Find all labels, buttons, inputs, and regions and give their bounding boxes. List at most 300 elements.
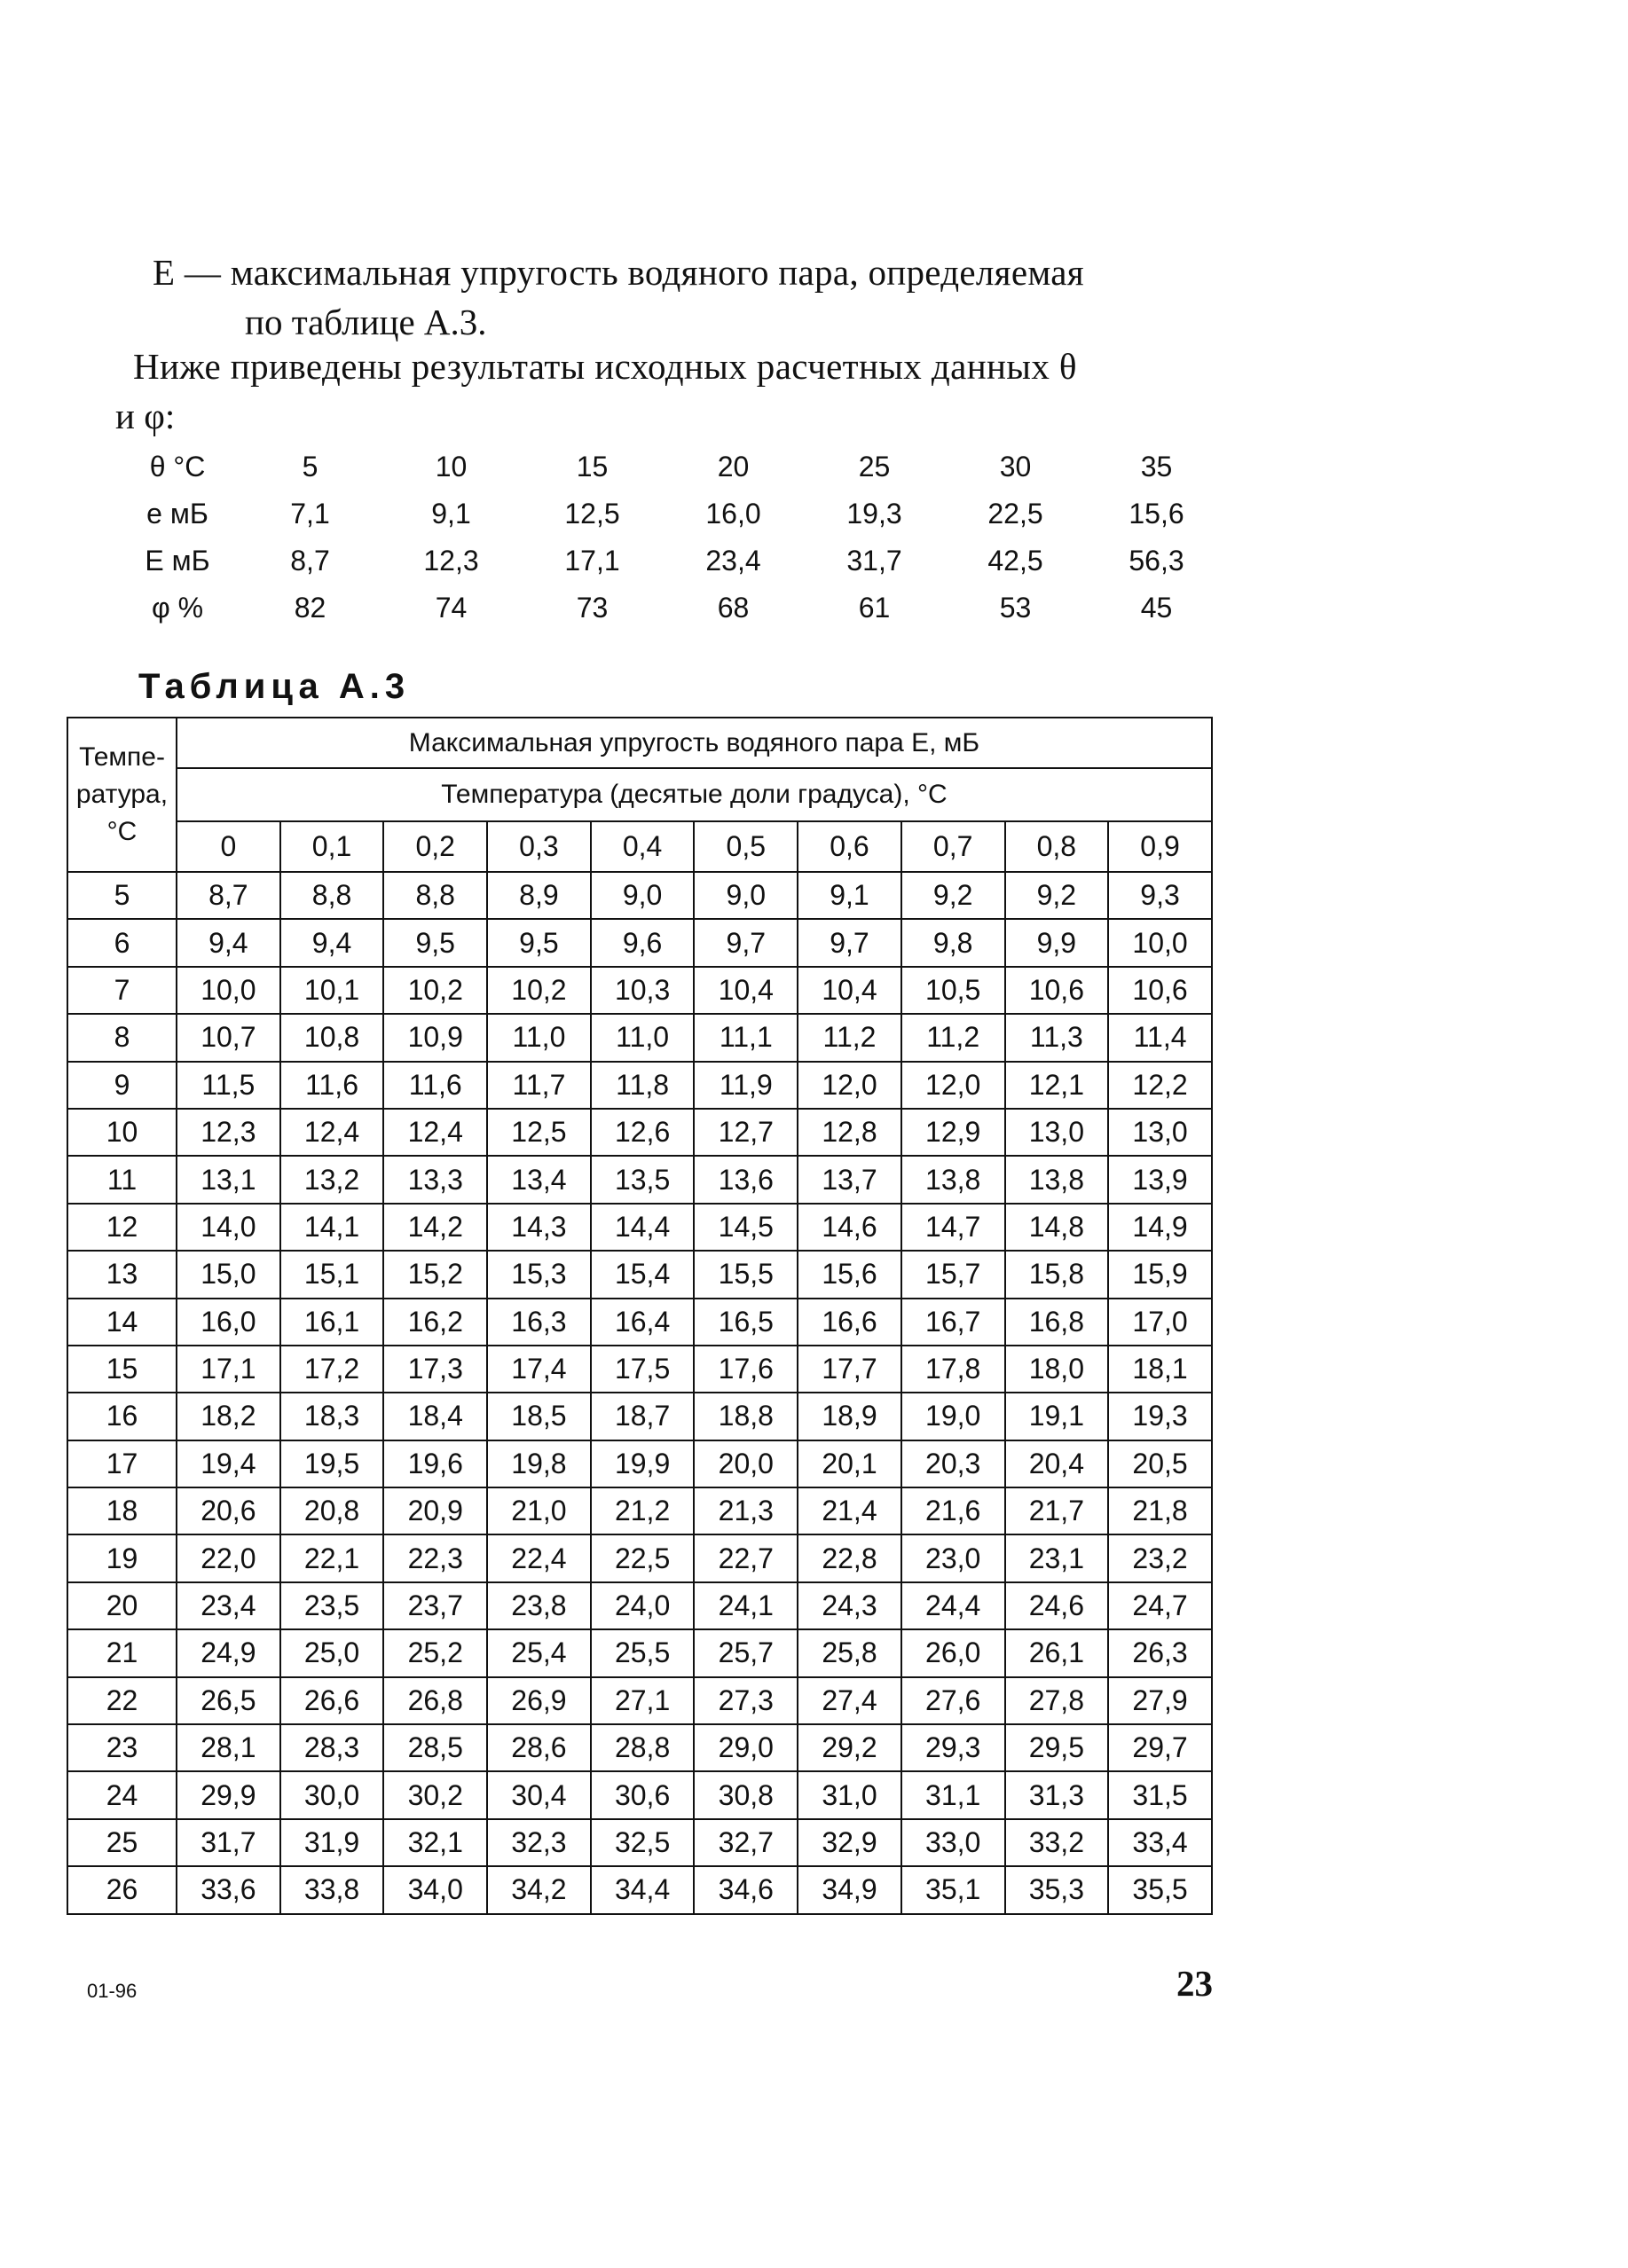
table-cell: 15,8: [1005, 1251, 1109, 1298]
table-cell: 31,5: [1108, 1771, 1212, 1818]
table-cell: 13,3: [383, 1156, 487, 1203]
row-temperature: 10: [67, 1109, 177, 1156]
table-cell: 31,7: [177, 1819, 280, 1866]
table-cell: 23,8: [487, 1582, 591, 1629]
table-cell: 32,3: [487, 1819, 591, 1866]
row-temperature: 22: [67, 1677, 177, 1724]
calc-row-label: е мБ: [146, 498, 208, 530]
table-cell: 12,1: [1005, 1062, 1109, 1109]
table-cell: 10,9: [383, 1014, 487, 1061]
table-cell: 20,1: [798, 1440, 901, 1487]
table-cell: 28,5: [383, 1724, 487, 1771]
calc-cell: 16,0: [705, 498, 761, 530]
table-cell: 28,8: [591, 1724, 695, 1771]
calc-cell: 10: [435, 451, 468, 483]
table-cell: 24,9: [177, 1629, 280, 1676]
table-cell: 31,9: [280, 1819, 384, 1866]
table-cell: 30,4: [487, 1771, 591, 1818]
table-cell: 11,9: [694, 1062, 798, 1109]
table-cell: 17,1: [177, 1346, 280, 1393]
table-cell: 11,6: [280, 1062, 384, 1109]
table-cell: 25,0: [280, 1629, 384, 1676]
calc-cell: 22,5: [987, 498, 1043, 530]
table-cell: 22,7: [694, 1534, 798, 1581]
table-cell: 24,7: [1108, 1582, 1212, 1629]
table-cell: 12,8: [798, 1109, 901, 1156]
table-cell: 13,5: [591, 1156, 695, 1203]
table-cell: 23,5: [280, 1582, 384, 1629]
table-cell: 18,4: [383, 1393, 487, 1440]
table-cell: 21,7: [1005, 1487, 1109, 1534]
table-cell: 17,2: [280, 1346, 384, 1393]
column-header: 0,3: [487, 821, 591, 872]
table-cell: 10,6: [1108, 967, 1212, 1014]
column-header: 0,9: [1108, 821, 1212, 872]
table-cell: 11,8: [591, 1062, 695, 1109]
table-cell: 24,4: [901, 1582, 1005, 1629]
row-temperature: 26: [67, 1866, 177, 1913]
intro-paragraph-end: и φ:: [115, 396, 176, 436]
row-temperature: 13: [67, 1251, 177, 1298]
table-cell: 8,7: [177, 872, 280, 919]
table-row: [67, 1629, 1212, 1676]
calc-cell: 74: [435, 592, 468, 624]
table-cell: 26,8: [383, 1677, 487, 1724]
calc-cell: 12,5: [564, 498, 620, 530]
table-cell: 9,1: [798, 872, 901, 919]
table-cell: 18,2: [177, 1393, 280, 1440]
table-cell: 32,5: [591, 1819, 695, 1866]
table-cell: 29,2: [798, 1724, 901, 1771]
table-cell: 10,4: [694, 967, 798, 1014]
calc-cell: 53: [999, 592, 1032, 624]
table-cell: 20,5: [1108, 1440, 1212, 1487]
table-row: [67, 1866, 1212, 1913]
table-cell: 28,3: [280, 1724, 384, 1771]
table-cell: 16,7: [901, 1299, 1005, 1346]
table-row: [67, 1156, 1212, 1203]
table-cell: 27,8: [1005, 1677, 1109, 1724]
calc-cell: 73: [576, 592, 609, 624]
table-cell: 23,4: [177, 1582, 280, 1629]
table-cell: 9,0: [591, 872, 695, 919]
table-cell: 10,6: [1005, 967, 1109, 1014]
vapor-pressure-table: [67, 717, 1213, 1915]
table-cell: 14,4: [591, 1204, 695, 1251]
table-cell: 11,5: [177, 1062, 280, 1109]
table-row: [67, 1724, 1212, 1771]
column-header: 0,5: [694, 821, 798, 872]
table-cell: 22,3: [383, 1534, 487, 1581]
calc-cell: 68: [717, 592, 750, 624]
table-cell: 13,0: [1005, 1109, 1109, 1156]
column-header: 0,4: [591, 821, 695, 872]
table-cell: 9,4: [177, 919, 280, 966]
calc-row-label: φ %: [151, 592, 204, 624]
table-cell: 14,2: [383, 1204, 487, 1251]
table-cell: 12,9: [901, 1109, 1005, 1156]
table-cell: 23,7: [383, 1582, 487, 1629]
table-cell: 16,5: [694, 1299, 798, 1346]
table-cell: 33,8: [280, 1866, 384, 1913]
intro-paragraph: Ниже приведены результаты исходных расчетных данных θ: [133, 346, 1077, 387]
column-header: 0,6: [798, 821, 901, 872]
table-cell: 12,0: [798, 1062, 901, 1109]
table-cell: 11,1: [694, 1014, 798, 1061]
table-cell: 21,4: [798, 1487, 901, 1534]
table-cell: 19,6: [383, 1440, 487, 1487]
table-cell: 13,1: [177, 1156, 280, 1203]
table-cell: 15,1: [280, 1251, 384, 1298]
table-cell: 35,5: [1108, 1866, 1212, 1913]
table-cell: 26,5: [177, 1677, 280, 1724]
table-cell: 19,1: [1005, 1393, 1109, 1440]
definition-symbol: E: [153, 252, 176, 293]
table-title: Таблица А.3: [138, 667, 411, 706]
table-cell: 33,4: [1108, 1819, 1212, 1866]
table-row: [67, 1487, 1212, 1534]
table-cell: 10,8: [280, 1014, 384, 1061]
column-header: 0,1: [280, 821, 384, 872]
row-temperature: 20: [67, 1582, 177, 1629]
table-cell: 29,7: [1108, 1724, 1212, 1771]
table-cell: 9,6: [591, 919, 695, 966]
calc-cell: 56,3: [1129, 545, 1184, 577]
calc-row: [115, 585, 1227, 632]
table-cell: 10,0: [1108, 919, 1212, 966]
table-cell: 20,6: [177, 1487, 280, 1534]
table-cell: 29,9: [177, 1771, 280, 1818]
calc-row: [115, 490, 1227, 538]
table-cell: 14,3: [487, 1204, 591, 1251]
table-cell: 14,0: [177, 1204, 280, 1251]
column-header: 0,8: [1005, 821, 1109, 872]
calc-cell: 45: [1140, 592, 1173, 624]
calc-cell: 35: [1140, 451, 1173, 483]
calc-cell: 30: [999, 451, 1032, 483]
table-cell: 11,7: [487, 1062, 591, 1109]
table-row: [67, 1534, 1212, 1581]
row-header-text: Темпе-ратура, °С: [75, 742, 169, 846]
table-cell: 10,4: [798, 967, 901, 1014]
definition-continuation: по таблице А.3.: [245, 302, 487, 342]
table-cell: 11,4: [1108, 1014, 1212, 1061]
row-header: [67, 718, 177, 872]
table-cell: 12,7: [694, 1109, 798, 1156]
table-cell: 24,1: [694, 1582, 798, 1629]
table-cell: 19,5: [280, 1440, 384, 1487]
table-cell: 13,2: [280, 1156, 384, 1203]
table-cell: 18,7: [591, 1393, 695, 1440]
row-temperature: 7: [67, 967, 177, 1014]
column-header: 0,2: [383, 821, 487, 872]
table-row: [67, 1062, 1212, 1109]
table-cell: 11,6: [383, 1062, 487, 1109]
table-cell: 11,0: [487, 1014, 591, 1061]
table-cell: 9,2: [1005, 872, 1109, 919]
table-cell: 15,6: [798, 1251, 901, 1298]
table-row: [67, 872, 1212, 919]
table-cell: 9,5: [383, 919, 487, 966]
table-cell: 12,0: [901, 1062, 1005, 1109]
table-cell: 10,3: [591, 967, 695, 1014]
table-row: [67, 1582, 1212, 1629]
table-cell: 28,6: [487, 1724, 591, 1771]
table-cell: 12,6: [591, 1109, 695, 1156]
calc-cell: 23,4: [705, 545, 761, 577]
table-cell: 16,2: [383, 1299, 487, 1346]
table-cell: 11,3: [1005, 1014, 1109, 1061]
row-temperature: 23: [67, 1724, 177, 1771]
table-cell: 17,0: [1108, 1299, 1212, 1346]
table-cell: 17,6: [694, 1346, 798, 1393]
table-cell: 19,8: [487, 1440, 591, 1487]
header-main: Максимальная упругость водяного пара Е, мБ: [177, 718, 1212, 768]
row-temperature: 9: [67, 1062, 177, 1109]
table-cell: 13,4: [487, 1156, 591, 1203]
row-temperature: 21: [67, 1629, 177, 1676]
table-cell: 15,3: [487, 1251, 591, 1298]
table-cell: 32,9: [798, 1819, 901, 1866]
table-cell: 21,0: [487, 1487, 591, 1534]
table-cell: 22,1: [280, 1534, 384, 1581]
table-cell: 20,9: [383, 1487, 487, 1534]
table-cell: 8,8: [383, 872, 487, 919]
table-cell: 11,2: [798, 1014, 901, 1061]
table-row: [67, 1346, 1212, 1393]
table-cell: 27,4: [798, 1677, 901, 1724]
calc-data-table: [115, 443, 1227, 632]
table-cell: 15,7: [901, 1251, 1005, 1298]
table-cell: 9,0: [694, 872, 798, 919]
table-cell: 35,1: [901, 1866, 1005, 1913]
table-cell: 24,0: [591, 1582, 695, 1629]
table-cell: 16,6: [798, 1299, 901, 1346]
table-cell: 23,1: [1005, 1534, 1109, 1581]
table-cell: 24,3: [798, 1582, 901, 1629]
table-cell: 20,4: [1005, 1440, 1109, 1487]
calc-cell: 31,7: [846, 545, 902, 577]
table-cell: 9,9: [1005, 919, 1109, 966]
table-cell: 27,6: [901, 1677, 1005, 1724]
table-row: [67, 1109, 1212, 1156]
table-cell: 14,7: [901, 1204, 1005, 1251]
table-cell: 20,3: [901, 1440, 1005, 1487]
table-cell: 16,4: [591, 1299, 695, 1346]
calc-cell: 42,5: [987, 545, 1043, 577]
table-cell: 14,8: [1005, 1204, 1109, 1251]
table-row: [67, 1014, 1212, 1061]
table-cell: 32,7: [694, 1819, 798, 1866]
calc-cell: 15: [576, 451, 609, 483]
table-cell: 10,7: [177, 1014, 280, 1061]
table-cell: 15,9: [1108, 1251, 1212, 1298]
table-row: [67, 1204, 1212, 1251]
table-cell: 34,2: [487, 1866, 591, 1913]
calc-cell: 7,1: [290, 498, 330, 530]
table-cell: 15,0: [177, 1251, 280, 1298]
table-cell: 9,4: [280, 919, 384, 966]
table-cell: 30,0: [280, 1771, 384, 1818]
table-cell: 13,9: [1108, 1156, 1212, 1203]
row-temperature: 14: [67, 1299, 177, 1346]
definition-dash: —: [184, 252, 222, 293]
row-temperature: 18: [67, 1487, 177, 1534]
table-cell: 12,5: [487, 1109, 591, 1156]
table-cell: 19,9: [591, 1440, 695, 1487]
table-row: [67, 967, 1212, 1014]
table-cell: 26,6: [280, 1677, 384, 1724]
calc-cell: 20: [717, 451, 750, 483]
table-row: [67, 1251, 1212, 1298]
table-cell: 33,2: [1005, 1819, 1109, 1866]
row-temperature: 8: [67, 1014, 177, 1061]
definition-line: [153, 247, 1084, 298]
table-cell: 10,5: [901, 967, 1005, 1014]
table-cell: 12,3: [177, 1109, 280, 1156]
table-cell: 34,0: [383, 1866, 487, 1913]
table-cell: 25,5: [591, 1629, 695, 1676]
table-cell: 29,5: [1005, 1724, 1109, 1771]
table-cell: 18,0: [1005, 1346, 1109, 1393]
table-cell: 19,0: [901, 1393, 1005, 1440]
table-cell: 10,2: [487, 967, 591, 1014]
table-cell: 22,0: [177, 1534, 280, 1581]
table-cell: 9,2: [901, 872, 1005, 919]
table-cell: 22,8: [798, 1534, 901, 1581]
row-temperature: 19: [67, 1534, 177, 1581]
table-cell: 29,3: [901, 1724, 1005, 1771]
table-cell: 10,2: [383, 967, 487, 1014]
table-row: [67, 919, 1212, 966]
table-cell: 14,1: [280, 1204, 384, 1251]
table-cell: 16,1: [280, 1299, 384, 1346]
table-cell: 10,0: [177, 967, 280, 1014]
calc-cell: 61: [858, 592, 891, 624]
footer-code: 01-96: [87, 1980, 138, 2002]
row-temperature: 12: [67, 1204, 177, 1251]
table-cell: 30,6: [591, 1771, 695, 1818]
column-header: 0,7: [901, 821, 1005, 872]
table-cell: 25,4: [487, 1629, 591, 1676]
table-cell: 23,0: [901, 1534, 1005, 1581]
table-cell: 31,0: [798, 1771, 901, 1818]
row-temperature: 5: [67, 872, 177, 919]
table-cell: 23,2: [1108, 1534, 1212, 1581]
table-cell: 27,1: [591, 1677, 695, 1724]
table-row: [67, 1299, 1212, 1346]
calc-row: [115, 443, 1227, 490]
table-cell: 25,8: [798, 1629, 901, 1676]
table-cell: 24,6: [1005, 1582, 1109, 1629]
table-cell: 16,3: [487, 1299, 591, 1346]
table-cell: 30,8: [694, 1771, 798, 1818]
table-cell: 26,9: [487, 1677, 591, 1724]
table-cell: 28,1: [177, 1724, 280, 1771]
table-cell: 10,1: [280, 967, 384, 1014]
table-cell: 13,7: [798, 1156, 901, 1203]
table-cell: 17,5: [591, 1346, 695, 1393]
table-cell: 13,6: [694, 1156, 798, 1203]
table-cell: 22,5: [591, 1534, 695, 1581]
calc-cell: 17,1: [564, 545, 620, 577]
table-cell: 19,3: [1108, 1393, 1212, 1440]
table-row: [67, 1440, 1212, 1487]
table-cell: 8,8: [280, 872, 384, 919]
table-cell: 18,5: [487, 1393, 591, 1440]
table-cell: 17,7: [798, 1346, 901, 1393]
calc-row-label: Е мБ: [145, 545, 210, 577]
table-cell: 8,9: [487, 872, 591, 919]
table-cell: 22,4: [487, 1534, 591, 1581]
table-cell: 34,9: [798, 1866, 901, 1913]
table-cell: 33,0: [901, 1819, 1005, 1866]
table-row: [67, 1771, 1212, 1818]
table-cell: 18,3: [280, 1393, 384, 1440]
table-cell: 14,6: [798, 1204, 901, 1251]
table-cell: 21,2: [591, 1487, 695, 1534]
table-cell: 31,1: [901, 1771, 1005, 1818]
table-cell: 33,6: [177, 1866, 280, 1913]
row-temperature: 15: [67, 1346, 177, 1393]
calc-cell: 19,3: [846, 498, 902, 530]
column-header: 0: [177, 821, 280, 872]
table-cell: 26,3: [1108, 1629, 1212, 1676]
table-cell: 13,0: [1108, 1109, 1212, 1156]
table-cell: 34,4: [591, 1866, 695, 1913]
row-temperature: 24: [67, 1771, 177, 1818]
table-cell: 15,4: [591, 1251, 695, 1298]
table-cell: 14,9: [1108, 1204, 1212, 1251]
calc-cell: 9,1: [431, 498, 471, 530]
table-cell: 15,2: [383, 1251, 487, 1298]
table-cell: 20,8: [280, 1487, 384, 1534]
table-cell: 9,7: [694, 919, 798, 966]
calc-cell: 82: [294, 592, 326, 624]
definition-text: максимальная упругость водяного пара, определяемая: [230, 252, 1084, 293]
table-cell: 18,9: [798, 1393, 901, 1440]
table-cell: 12,2: [1108, 1062, 1212, 1109]
table-cell: 17,4: [487, 1346, 591, 1393]
table-cell: 25,2: [383, 1629, 487, 1676]
table-cell: 12,4: [383, 1109, 487, 1156]
table-cell: 16,8: [1005, 1299, 1109, 1346]
table-cell: 9,7: [798, 919, 901, 966]
table-cell: 21,6: [901, 1487, 1005, 1534]
table-cell: 17,3: [383, 1346, 487, 1393]
table-cell: 11,2: [901, 1014, 1005, 1061]
table-cell: 35,3: [1005, 1866, 1109, 1913]
calc-cell: 15,6: [1129, 498, 1184, 530]
page-number: 23: [1176, 1963, 1213, 2004]
table-cell: 27,3: [694, 1677, 798, 1724]
table-cell: 21,3: [694, 1487, 798, 1534]
table-cell: 14,5: [694, 1204, 798, 1251]
calc-cell: 12,3: [423, 545, 479, 577]
table-cell: 9,3: [1108, 872, 1212, 919]
table-cell: 16,0: [177, 1299, 280, 1346]
calc-cell: 25: [858, 451, 891, 483]
table-cell: 13,8: [901, 1156, 1005, 1203]
table-cell: 19,4: [177, 1440, 280, 1487]
table-cell: 26,1: [1005, 1629, 1109, 1676]
header-sub: Температура (десятые доли градуса), °С: [177, 768, 1212, 821]
calc-cell: 5: [302, 451, 319, 483]
row-temperature: 25: [67, 1819, 177, 1866]
table-cell: 9,8: [901, 919, 1005, 966]
table-cell: 17,8: [901, 1346, 1005, 1393]
table-cell: 34,6: [694, 1866, 798, 1913]
